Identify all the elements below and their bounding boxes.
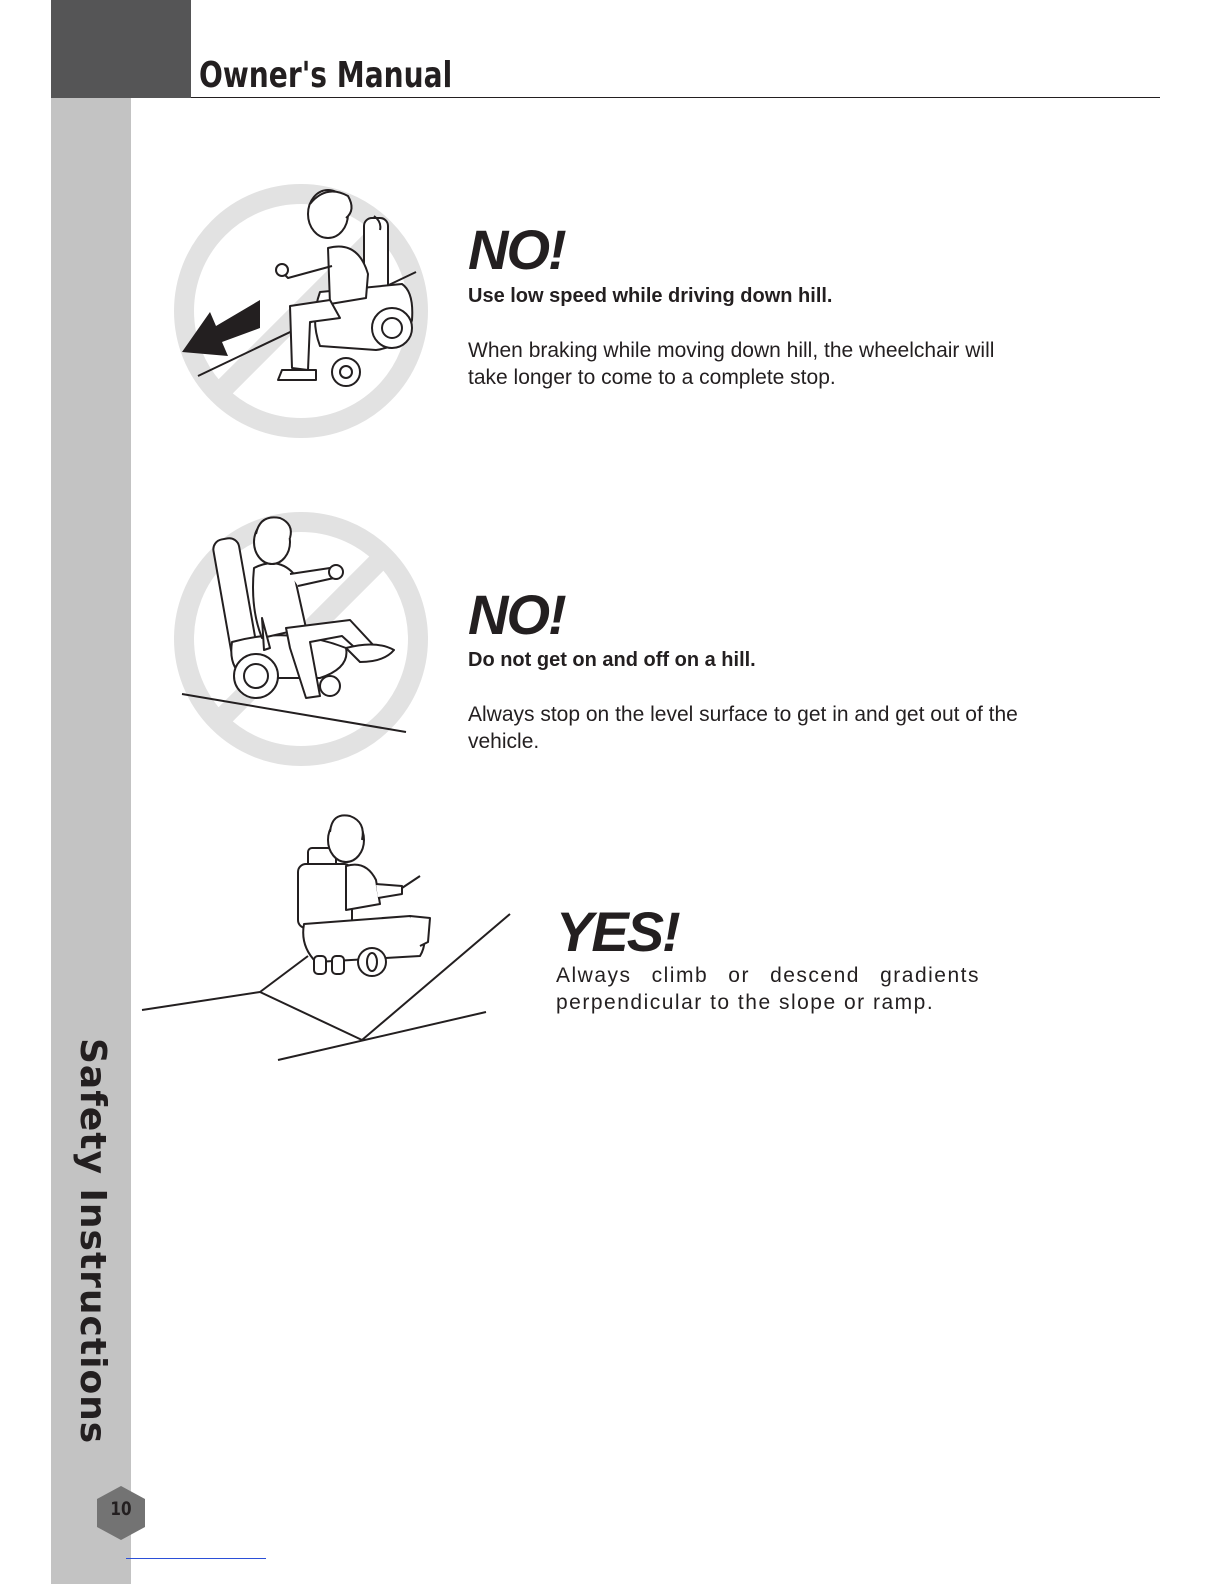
rule-title-2: Do not get on and off on a hill. [468,649,756,671]
footer-link-line [126,1558,266,1559]
wheelchair-user-illustration [298,815,430,976]
ramp-climbing-illustration [140,806,520,1068]
header-rule [191,97,1160,98]
verdict-3: YES! [556,900,679,963]
manual-title: Owner's Manual [199,55,453,96]
rule-body-2: Always stop on the level surface to get in and get out of the vehicle. [468,703,1018,753]
downhill-driving-illustration [170,180,432,442]
verdict-2: NO! [468,583,565,646]
wheelchair-user-illustration [276,190,412,386]
section-label: Safety Instructions [72,1038,113,1445]
verdict-1: NO! [468,218,565,281]
hill-boarding-illustration [170,508,432,770]
header-corner-block [51,0,191,98]
rule-title-1: Use low speed while driving down hill. [468,285,833,307]
rule-body-3: Always climb or descend gradients perpendicular to the slope or ramp. [556,964,980,1014]
rule-body-1: When braking while moving down hill, the wheelchair will take longer to come to a complete stop. [468,339,995,389]
page-number: 10 [110,1498,132,1520]
